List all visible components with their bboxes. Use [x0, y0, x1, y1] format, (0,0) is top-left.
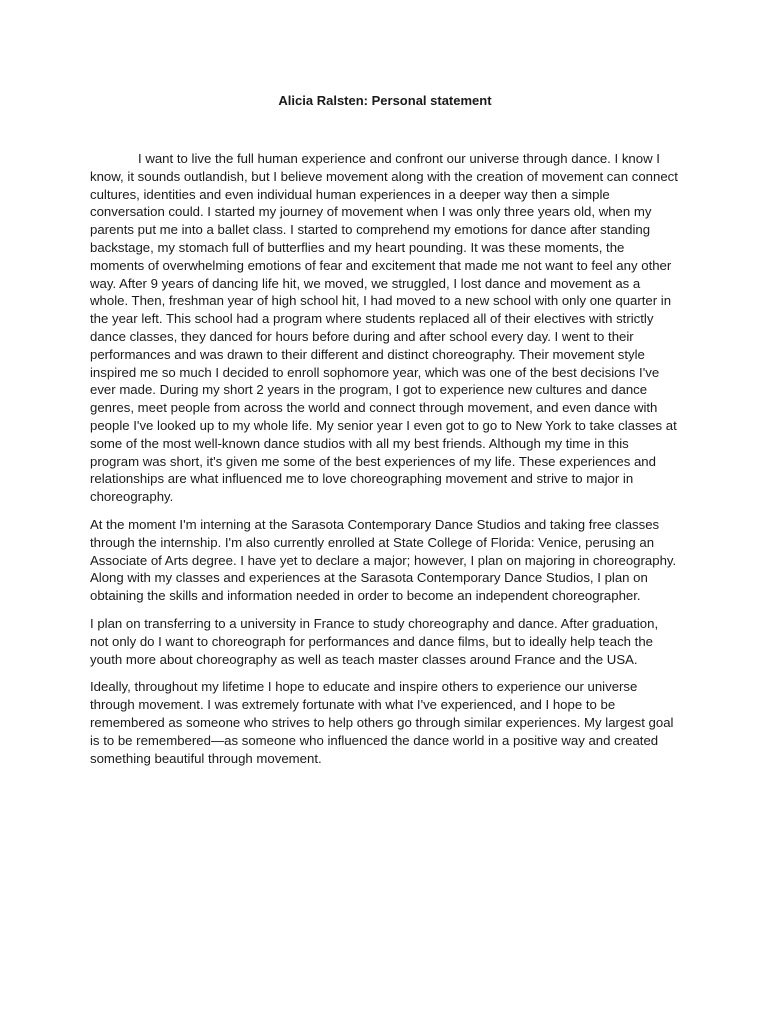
paragraph-4: Ideally, throughout my lifetime I hope to educate and inspire others to experience our universe through movement. I was extremely fortunate with what I've experienced, and I hope to be remembered as someone who strives to help others go through similar experiences. My largest goal is to be remembered—as someone who influenced the dance world in a positive way and created something beautiful through movement. — [90, 679, 674, 766]
paragraph-1: I want to live the full human experience and confront our universe through dance. I know I know, it sounds outlandish, but I believe movement along with the creation of movement can connect cultures, identities and even individual human experiences in a deeper way then a simple conversation could. I started my journey of movement when I was only three years old, when my parents put me into a ballet class. I started to comprehend my emotions for dance after standing backstage, my stomach full of butterflies and my heart pounding. It was these moments, the moments of overwhelming emotions of fear and excitement that made me not want to feel any other way. After 9 years of dancing life hit, we moved, we struggled, I lost dance and movement as a whole. Then, freshman year of high school hit, I had moved to a new school with only one quarter in the year left. This school had a program where students replaced all of their electives with strictly dance classes, they danced for hours before during and after school every day. I went to their performances and was drawn to their different and distinct choreography. Their movement style inspired me so much I decided to enroll sophomore year, which was one of the best decisions I've ever made. During my short 2 years in the program, I got to experience new cultures and dance genres, meet people from across the world and connect through movement, and even dance with people I've looked up to my whole life. My senior year I even got to go to New York to take classes at some of the most well-known dance studios with all my best friends. Although my time in this program was short, it's given me some of the best experiences of my life. These experiences and relationships are what influenced me to love choreographing movement and strive to major in choreography. — [90, 151, 678, 505]
paragraph-2: At the moment I'm interning at the Sarasota Contemporary Dance Studios and taking free classes through the internship. I'm also currently enrolled at State College of Florida: Venice, perusing an Associate of Arts degree. I have yet to declare a major; however, I plan on majoring in choreography. Along with my classes and experiences at the Sarasota Contemporary Dance Studios, I plan on obtaining the skills and information needed in order to become an independent choreographer. — [90, 516, 677, 604]
document-title: Alicia Ralsten: Personal statement — [278, 93, 492, 108]
document-body — [90, 150, 680, 777]
paragraph-3: I plan on transferring to a university in France to study choreography and dance. After graduation, not only do I want to choreograph for performances and dance films, but to ideally help teach the youth more about choreography as well as teach master classes around France and the USA. — [90, 615, 659, 667]
